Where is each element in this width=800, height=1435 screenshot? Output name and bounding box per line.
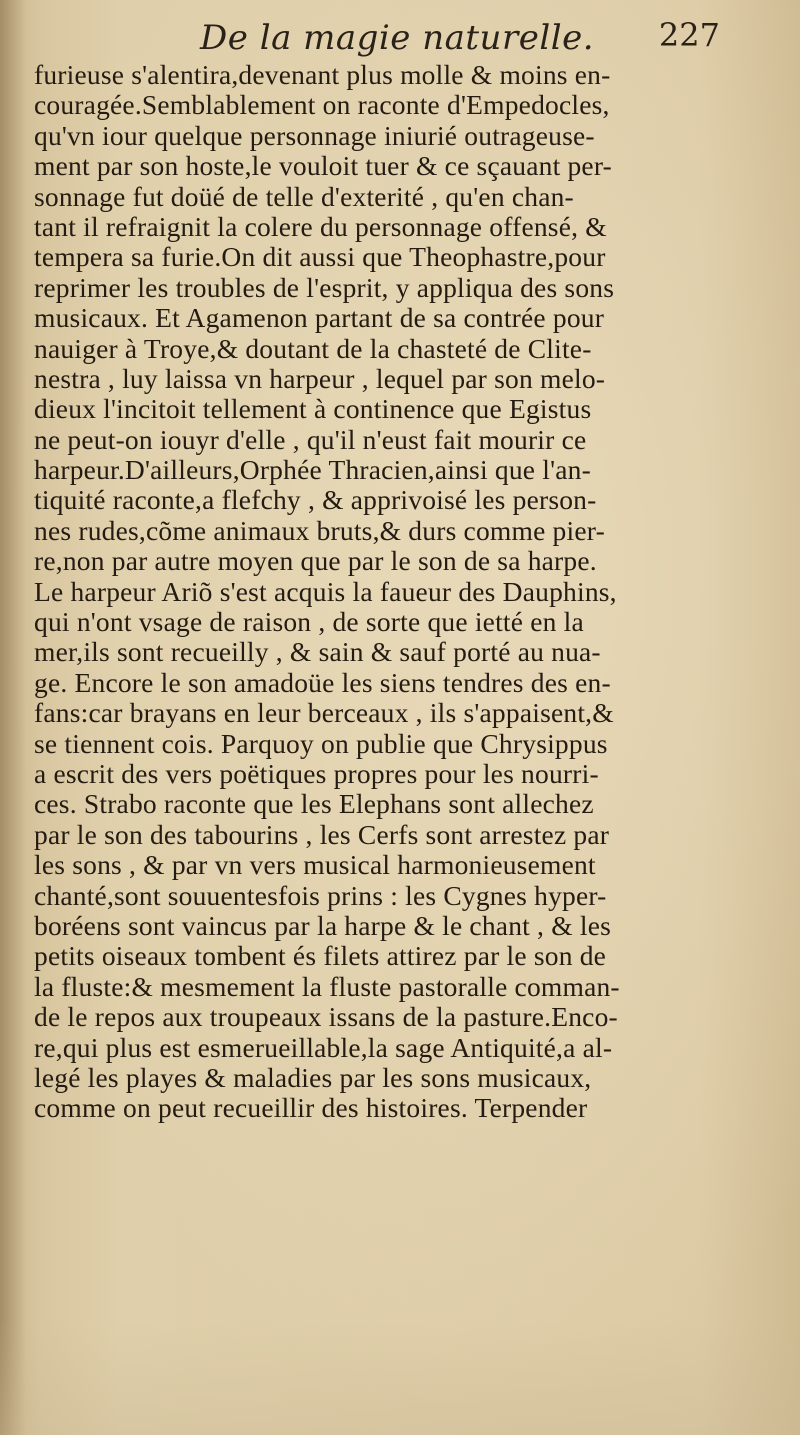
text-line: petits oiseaux tombent és filets attirez par le son de	[34, 941, 607, 972]
text-line: legé les playes & maladies par les sons musicaux,	[34, 1062, 592, 1093]
text-line: comme on peut recueillir des histoires. Terpender	[34, 1093, 588, 1124]
text-line: de le repos aux troupeaux issans de la pasture.Enco-	[34, 1002, 618, 1033]
text-line: nes rudes,cõme animaux bruts,& durs comme pier-	[34, 515, 605, 546]
text-line: nauiger à Troye,& doutant de la chasteté de Clite-	[34, 333, 592, 364]
text-line: furieuse s'alentira,devenant plus molle & moins en-	[34, 60, 611, 90]
text-line: harpeur.D'ailleurs,Orphée Thracien,ainsi que l'an-	[34, 455, 591, 486]
text-line: fans:car brayans en leur berceaux , ils s'appaisent,&	[34, 698, 614, 729]
text-line: chanté,sont souuentesfois prins : les Cygnes hyper-	[34, 880, 607, 911]
text-line: Le harpeur Ariõ s'est acquis la faueur des Dauphins,	[34, 576, 617, 607]
text-line: ge. Encore le son amadoüe les siens tendres des en-	[34, 667, 611, 698]
text-line: sonnage fut doüé de telle d'exterité , qu'en chan-	[34, 181, 574, 212]
text-line: nestra , luy laissa vn harpeur , lequel par son melo-	[34, 363, 606, 394]
text-line: couragée.Semblablement on raconte d'Empedocles,	[34, 90, 610, 121]
text-line: tempera sa furie.On dit aussi que Theophastre,pour	[34, 242, 606, 273]
binding-gutter-shadow	[0, 0, 26, 1435]
text-line: tant il refraignit la colere du personnage offensé, &	[34, 211, 607, 242]
text-line: la fluste:& mesmement la fluste pastoralle comman-	[34, 971, 620, 1002]
text-line: re,qui plus est esmerueillable,la sage Antiquité,a al-	[34, 1032, 613, 1063]
text-line: ment par son hoste,le vouloit tuer & ce sçauant per-	[34, 151, 613, 182]
text-line: se tiennent cois. Parquoy on publie que Chrysippus	[34, 728, 608, 759]
page-bottom-margin	[0, 1320, 800, 1435]
page-number: 227	[658, 16, 720, 54]
text-line: qu'vn iour quelque personnage iniurié outrageuse-	[34, 120, 595, 151]
running-head	[200, 14, 720, 58]
body-text	[34, 60, 794, 1124]
text-line: tiquité raconte,a flefchy , & apprivoisé les person-	[34, 485, 597, 516]
text-line: musicaux. Et Agamenon partant de sa contrée pour	[34, 303, 605, 334]
text-line: a escrit des vers poëtiques propres pour les nourri-	[34, 758, 599, 789]
text-line: ne peut-on iouyr d'elle , qu'il n'eust fait mourir ce	[34, 424, 587, 455]
text-line: boréens sont vaincus par la harpe & le chant , & les	[34, 910, 612, 941]
text-line: re,non par autre moyen que par le son de sa harpe.	[34, 546, 597, 577]
text-line: qui n'ont vsage de raison , de sorte que ietté en la	[34, 607, 584, 638]
text-line: reprimer les troubles de l'esprit, y appliqua des sons	[34, 272, 615, 303]
text-line: dieux l'incitoit tellement à continence que Egistus	[34, 394, 592, 425]
text-line: ces. Strabo raconte que les Elephans sont allechez	[34, 789, 594, 820]
text-line: par le son des tabourins , les Cerfs sont arrestez par	[34, 819, 610, 850]
text-line: les sons , & par vn vers musical harmonieusement	[34, 850, 596, 881]
running-title: De la magie naturelle.	[200, 18, 594, 58]
text-line: mer,ils sont recueilly , & sain & sauf porté au nua-	[34, 637, 601, 668]
